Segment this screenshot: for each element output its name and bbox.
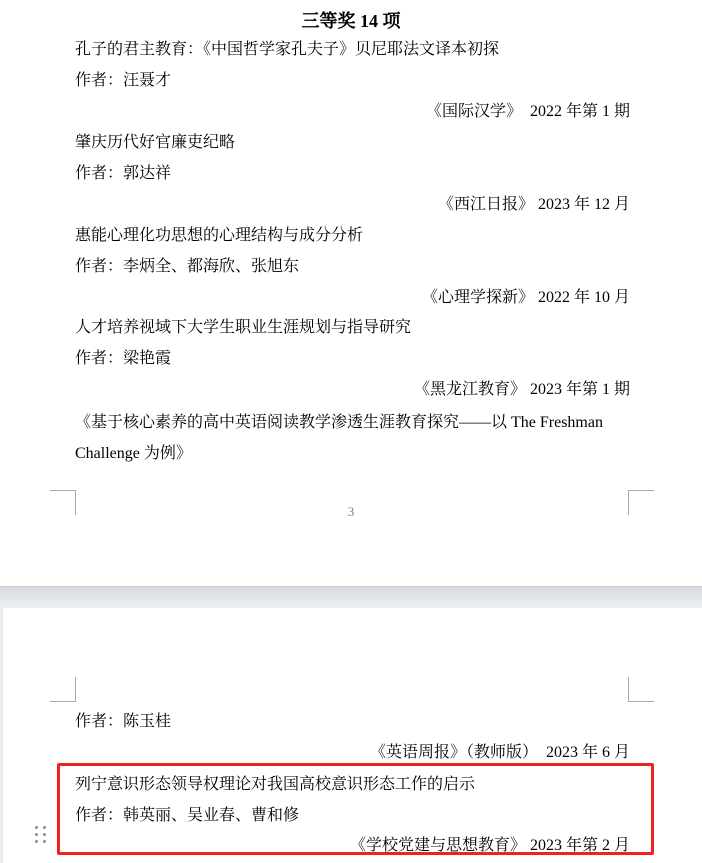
entry-title: 惠能心理化功思想的心理结构与成分分析 [75,227,364,244]
drag-handle-dot [35,840,38,843]
entry-source: 《心理学探新》 2022 年 10 月 [421,289,630,306]
entry-source: 《英语周报》（教师版） 2023 年 6 月 [369,744,630,761]
entry-title: 《基于核心素养的高中英语阅读教学渗透生涯教育探究——以 The Freshman Challenge 为例》 [75,414,603,462]
entry-author: 作者：韩英丽、吴业春、曹和修 [75,807,300,824]
page-break-gap [0,586,702,608]
drag-handle-dot [43,833,46,836]
page-left-edge [0,608,3,863]
entry-title: 人才培养视域下大学生职业生涯规划与指导研究 [75,319,412,336]
crop-mark-top-left-icon [50,677,76,702]
drag-handle-icon[interactable] [35,826,46,843]
entry-author: 作者：梁艳霞 [75,350,172,367]
entry-source: 《国际汉学》 2022 年第 1 期 [425,103,630,120]
entry-source: 《黑龙江教育》 2023 年第 1 期 [413,381,630,398]
entry-author: 作者：郭达祥 [75,165,172,182]
entry-author: 作者：汪聂才 [75,72,172,89]
drag-handle-dot [43,826,46,829]
drag-handle-dot [35,833,38,836]
entry-author: 作者：李炳全、都海欣、张旭东 [75,258,300,275]
entry-title: 列宁意识形态领导权理论对我国高校意识形态工作的启示 [75,776,476,793]
entry-author: 作者：陈玉桂 [75,713,172,730]
drag-handle-dot [35,826,38,829]
entry-source: 《学校党建与思想教育》 2023 年第 2 月 [349,837,630,854]
section-title: 三等奖 14 项 [301,11,401,31]
entry-source: 《西江日报》 2023 年 12 月 [437,196,630,213]
entry-title: 肇庆历代好官廉吏纪略 [75,134,236,151]
highlight-box [57,763,654,855]
page-number: 3 [347,504,355,519]
crop-mark-top-right-icon [628,677,654,702]
entry-title: 孔子的君主教育：《中国哲学家孔夫子》贝尼耶法文译本初探 [75,41,500,58]
drag-handle-dot [43,840,46,843]
